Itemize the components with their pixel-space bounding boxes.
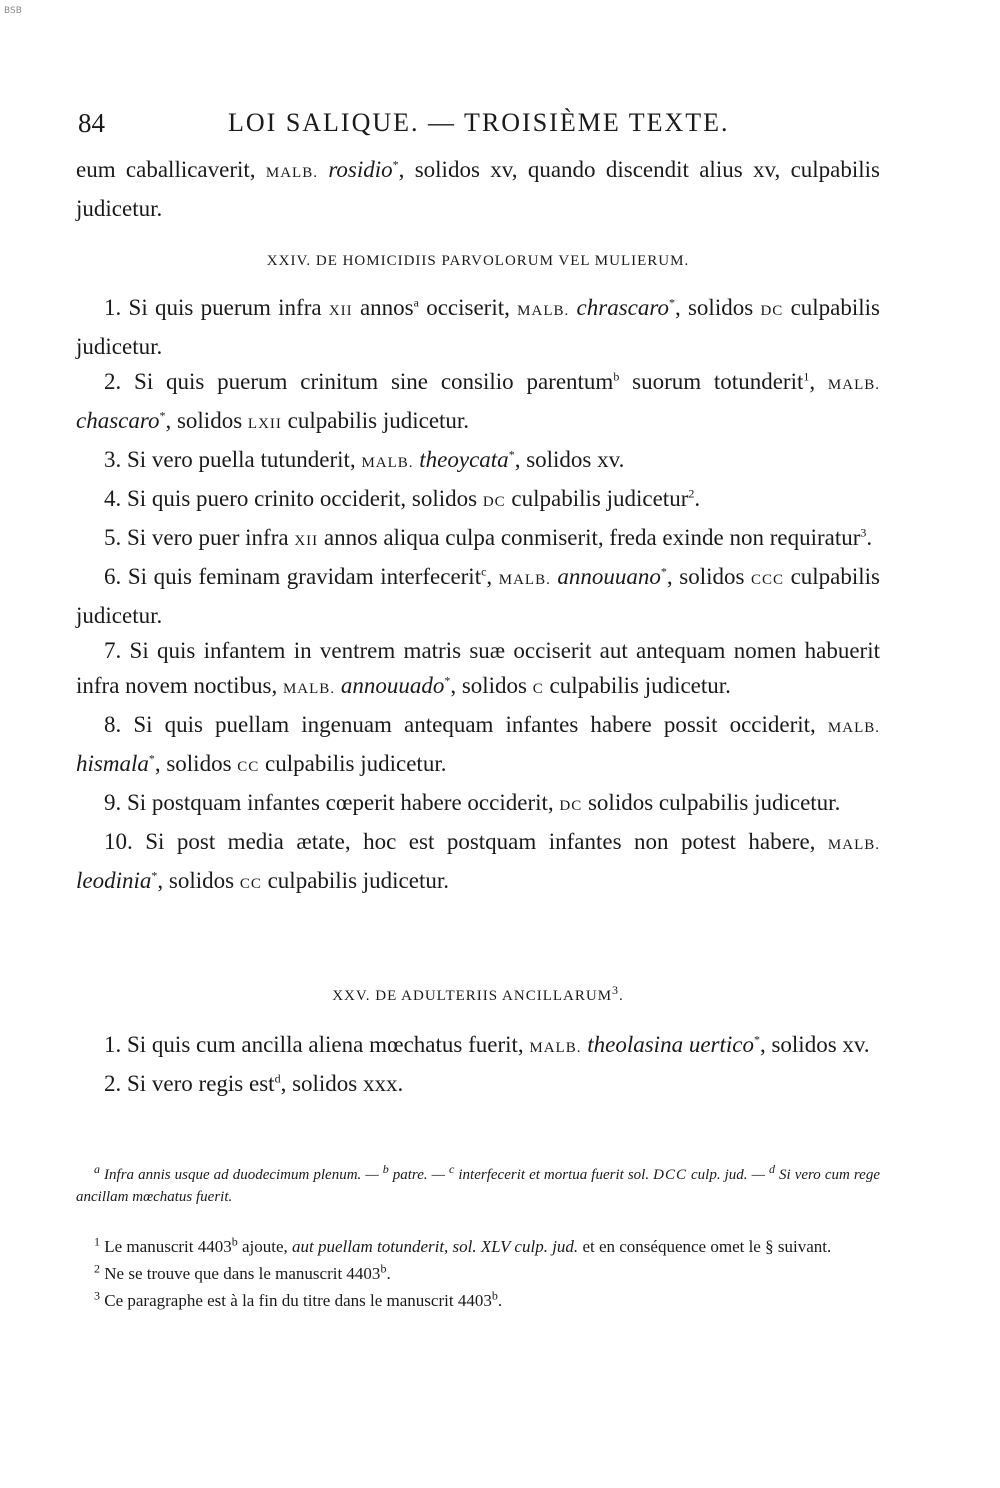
- footnote-ref: d: [274, 1071, 281, 1086]
- article-number: 10.: [104, 829, 133, 854]
- text: culpabilis judicetur.: [543, 673, 731, 698]
- malberg-gloss: annouuado: [340, 673, 445, 698]
- malberg-gloss: chascaro: [76, 408, 160, 433]
- text: , solidos xv.: [759, 1032, 870, 1057]
- text: Si vero puer infra: [121, 525, 295, 550]
- text: , solidos xv, quando discendit alius xv, culpabilis judicetur.: [76, 157, 881, 221]
- footnote-text: Ne se trouve que dans le manuscrit 4403: [100, 1264, 381, 1283]
- text: culpabilis judicetur.: [76, 295, 881, 359]
- numbered-footnotes: [76, 1233, 880, 1314]
- article-2: [76, 364, 880, 442]
- malberg-gloss: theolasina uertico: [587, 1032, 754, 1057]
- malberg-gloss: leodinia: [76, 868, 152, 893]
- article-number: 1.: [104, 1032, 122, 1057]
- footnote-text: Ce paragraphe est à la fin du titre dans le manuscrit 4403: [100, 1291, 492, 1310]
- text: eum caballicaverit,: [76, 157, 266, 182]
- text: ,: [809, 369, 828, 394]
- text: , solidos xxx.: [280, 1071, 404, 1096]
- text: , solidos: [165, 408, 248, 433]
- malb-abbrev: MALB.: [827, 377, 881, 393]
- article-1: [76, 1027, 880, 1066]
- article-7: [76, 633, 880, 707]
- article-number: 4.: [104, 486, 122, 511]
- footnote-text: ajoute,: [237, 1237, 293, 1256]
- article-number: 9.: [104, 790, 122, 815]
- text: , solidos: [666, 564, 751, 589]
- text: culpabilis judicetur.: [259, 751, 447, 776]
- article-number: 5.: [104, 525, 122, 550]
- text: [569, 295, 576, 320]
- roman-numeral: DC: [559, 798, 583, 814]
- roman-numeral: CC: [237, 759, 260, 775]
- article-number: 2.: [104, 369, 122, 394]
- malb-abbrev: MALB.: [517, 303, 570, 319]
- text: solidos culpabilis judicetur.: [582, 790, 841, 815]
- article-number: 2.: [104, 1071, 122, 1096]
- footnote-3: [76, 1287, 880, 1314]
- text: annos: [352, 295, 414, 320]
- text: Si post media ætate, hoc est postquam infantes non potest habere,: [132, 829, 828, 854]
- footnote-mark: c: [449, 1162, 455, 1176]
- heading-text: XXV. DE ADULTERIIS ANCILLARUM: [332, 988, 613, 1004]
- text: Si vero regis est: [121, 1071, 275, 1096]
- section-heading-xxv: [76, 983, 880, 1005]
- text: .: [694, 486, 701, 511]
- footnote-mark: d: [768, 1162, 775, 1176]
- article-3: [76, 442, 880, 481]
- footnote-ref: b: [380, 1261, 387, 1276]
- malb-abbrev: MALB.: [498, 572, 551, 588]
- text: culpabilis judicetur.: [281, 408, 470, 433]
- article-6: [76, 559, 880, 633]
- intro-paragraph: [76, 152, 880, 226]
- malb-abbrev: MALB.: [282, 681, 336, 697]
- footnote-text: Si vero cum rege ancillam mœchatus fuerit.: [76, 1167, 880, 1205]
- footnote-italic: aut puellam totunderit, sol. XLV culp. jud.: [292, 1237, 579, 1256]
- footnote-2: [76, 1260, 880, 1287]
- footnote-text: patre. —: [388, 1167, 450, 1183]
- roman-numeral: DC: [760, 303, 784, 319]
- article-9: [76, 785, 880, 824]
- letter-footnotes: [76, 1164, 880, 1208]
- footnote-ref: a: [413, 295, 419, 310]
- footnote-ref: 2: [688, 486, 695, 501]
- footnote-ref: b: [231, 1234, 238, 1249]
- running-title: LOI SALIQUE. — TROISIÈME TEXTE.: [228, 108, 730, 137]
- text: Si quis puerum infra: [121, 295, 329, 320]
- gloss-star: *: [151, 868, 158, 883]
- article-2: [76, 1066, 880, 1101]
- footnote-mark: a: [94, 1162, 100, 1176]
- footnote-mark: 3: [94, 1288, 100, 1303]
- gloss-star: *: [753, 1032, 760, 1047]
- malberg-gloss: theoycata: [419, 447, 509, 472]
- gloss-star: *: [668, 295, 675, 310]
- section-xxiv-body: [76, 290, 880, 902]
- text: Si vero puella tutunderit,: [121, 447, 362, 472]
- text: [318, 157, 328, 182]
- roman-numeral: C: [532, 681, 544, 697]
- footnote-text: interfecerit et mortua fuerit sol.: [454, 1167, 654, 1183]
- roman-numeral: LXII: [247, 416, 282, 432]
- article-1: [76, 290, 880, 364]
- article-10: [76, 824, 880, 902]
- section-heading-xxiv: XXIV. DE HOMICIDIIS PARVOLORUM VEL MULIERUM.: [266, 253, 690, 269]
- article-number: 3.: [104, 447, 122, 472]
- running-header: [78, 108, 878, 144]
- malb-abbrev: MALB.: [827, 837, 880, 853]
- footnote-ref: 3: [860, 525, 867, 540]
- roman-numeral: XII: [294, 533, 319, 549]
- footnote-text: Le manuscrit 4403: [100, 1237, 232, 1256]
- gloss-star: *: [148, 751, 155, 766]
- text: Si quis puerum crinitum sine consilio parentum: [121, 369, 614, 394]
- footnote-text: culp. jud. —: [686, 1167, 769, 1183]
- malb-abbrev: MALB.: [265, 165, 318, 181]
- roman-numeral: DCC: [653, 1167, 687, 1183]
- roman-numeral: CC: [239, 876, 262, 892]
- footnote-mark: 1: [94, 1234, 100, 1249]
- malberg-gloss: hismala: [76, 751, 149, 776]
- footnote-ref: 1: [803, 369, 810, 384]
- footnote-mark: b: [382, 1162, 389, 1176]
- text: Si quis infantem in ventrem matris suæ occiserit aut antequam nomen habuerit infra novem noctibus,: [76, 638, 880, 698]
- footnote-text: .: [497, 1291, 503, 1310]
- text: Si postquam infantes cœperit habere occiderit,: [121, 790, 560, 815]
- footnote-ref: c: [481, 564, 487, 579]
- footnote-mark: 2: [94, 1261, 100, 1276]
- malb-abbrev: MALB.: [529, 1040, 582, 1056]
- article-number: 7.: [104, 638, 122, 663]
- text: .: [866, 525, 873, 550]
- text: occiserit,: [418, 295, 518, 320]
- gloss-star: *: [444, 673, 451, 688]
- text: , solidos: [674, 295, 761, 320]
- article-number: 8.: [104, 712, 122, 737]
- gloss-star: *: [508, 447, 515, 462]
- article-5: [76, 520, 880, 559]
- article-4: [76, 481, 880, 520]
- malberg-gloss: annouuano: [557, 564, 661, 589]
- section-xxv-body: [76, 1027, 880, 1101]
- malberg-gloss: chrascaro: [576, 295, 669, 320]
- footnote-1: [76, 1233, 880, 1260]
- footnote-text: Infra annis usque ad duodecimum plenum. —: [100, 1167, 383, 1183]
- text: Si quis puellam ingenuam antequam infantes habere possit occiderit,: [121, 712, 828, 737]
- malberg-gloss: rosidio: [328, 157, 393, 182]
- malb-abbrev: MALB.: [827, 720, 880, 736]
- text: ,: [486, 564, 499, 589]
- text: , solidos: [450, 673, 533, 698]
- article-8: [76, 707, 880, 785]
- footnote-text: .: [386, 1264, 391, 1283]
- roman-numeral: XII: [328, 303, 353, 319]
- gloss-star: *: [392, 157, 399, 172]
- text: culpabilis judicetur.: [261, 868, 449, 893]
- footnote-ref: b: [613, 369, 620, 384]
- article-number: 6.: [104, 564, 122, 589]
- text: , solidos: [157, 868, 240, 893]
- text: annos aliqua culpa conmiserit, freda exinde non requiratur: [318, 525, 861, 550]
- text: , solidos xv.: [514, 447, 625, 472]
- gloss-star: *: [159, 408, 166, 423]
- text: Si quis puero crinito occiderit, solidos: [121, 486, 483, 511]
- footnote-ref: 3: [612, 983, 620, 997]
- page-number: 84: [78, 108, 105, 138]
- heading-text: .: [619, 988, 624, 1004]
- text: Si quis feminam gravidam interfecerit: [121, 564, 482, 589]
- text: Si quis cum ancilla aliena mœchatus fuerit,: [121, 1032, 530, 1057]
- footnote-text: et en conséquence omet le § suivant.: [578, 1237, 832, 1256]
- gloss-star: *: [660, 564, 667, 579]
- footnote-ref: b: [491, 1288, 498, 1303]
- roman-numeral: CCC: [751, 572, 785, 588]
- text: culpabilis judicetur.: [76, 564, 881, 628]
- text: , solidos: [154, 751, 238, 776]
- text: suorum totunderit: [619, 369, 804, 394]
- library-stamp: BSB: [4, 6, 22, 16]
- article-number: 1.: [104, 295, 122, 320]
- roman-numeral: DC: [482, 494, 506, 510]
- malb-abbrev: MALB.: [361, 455, 414, 471]
- text: culpabilis judicetur: [505, 486, 689, 511]
